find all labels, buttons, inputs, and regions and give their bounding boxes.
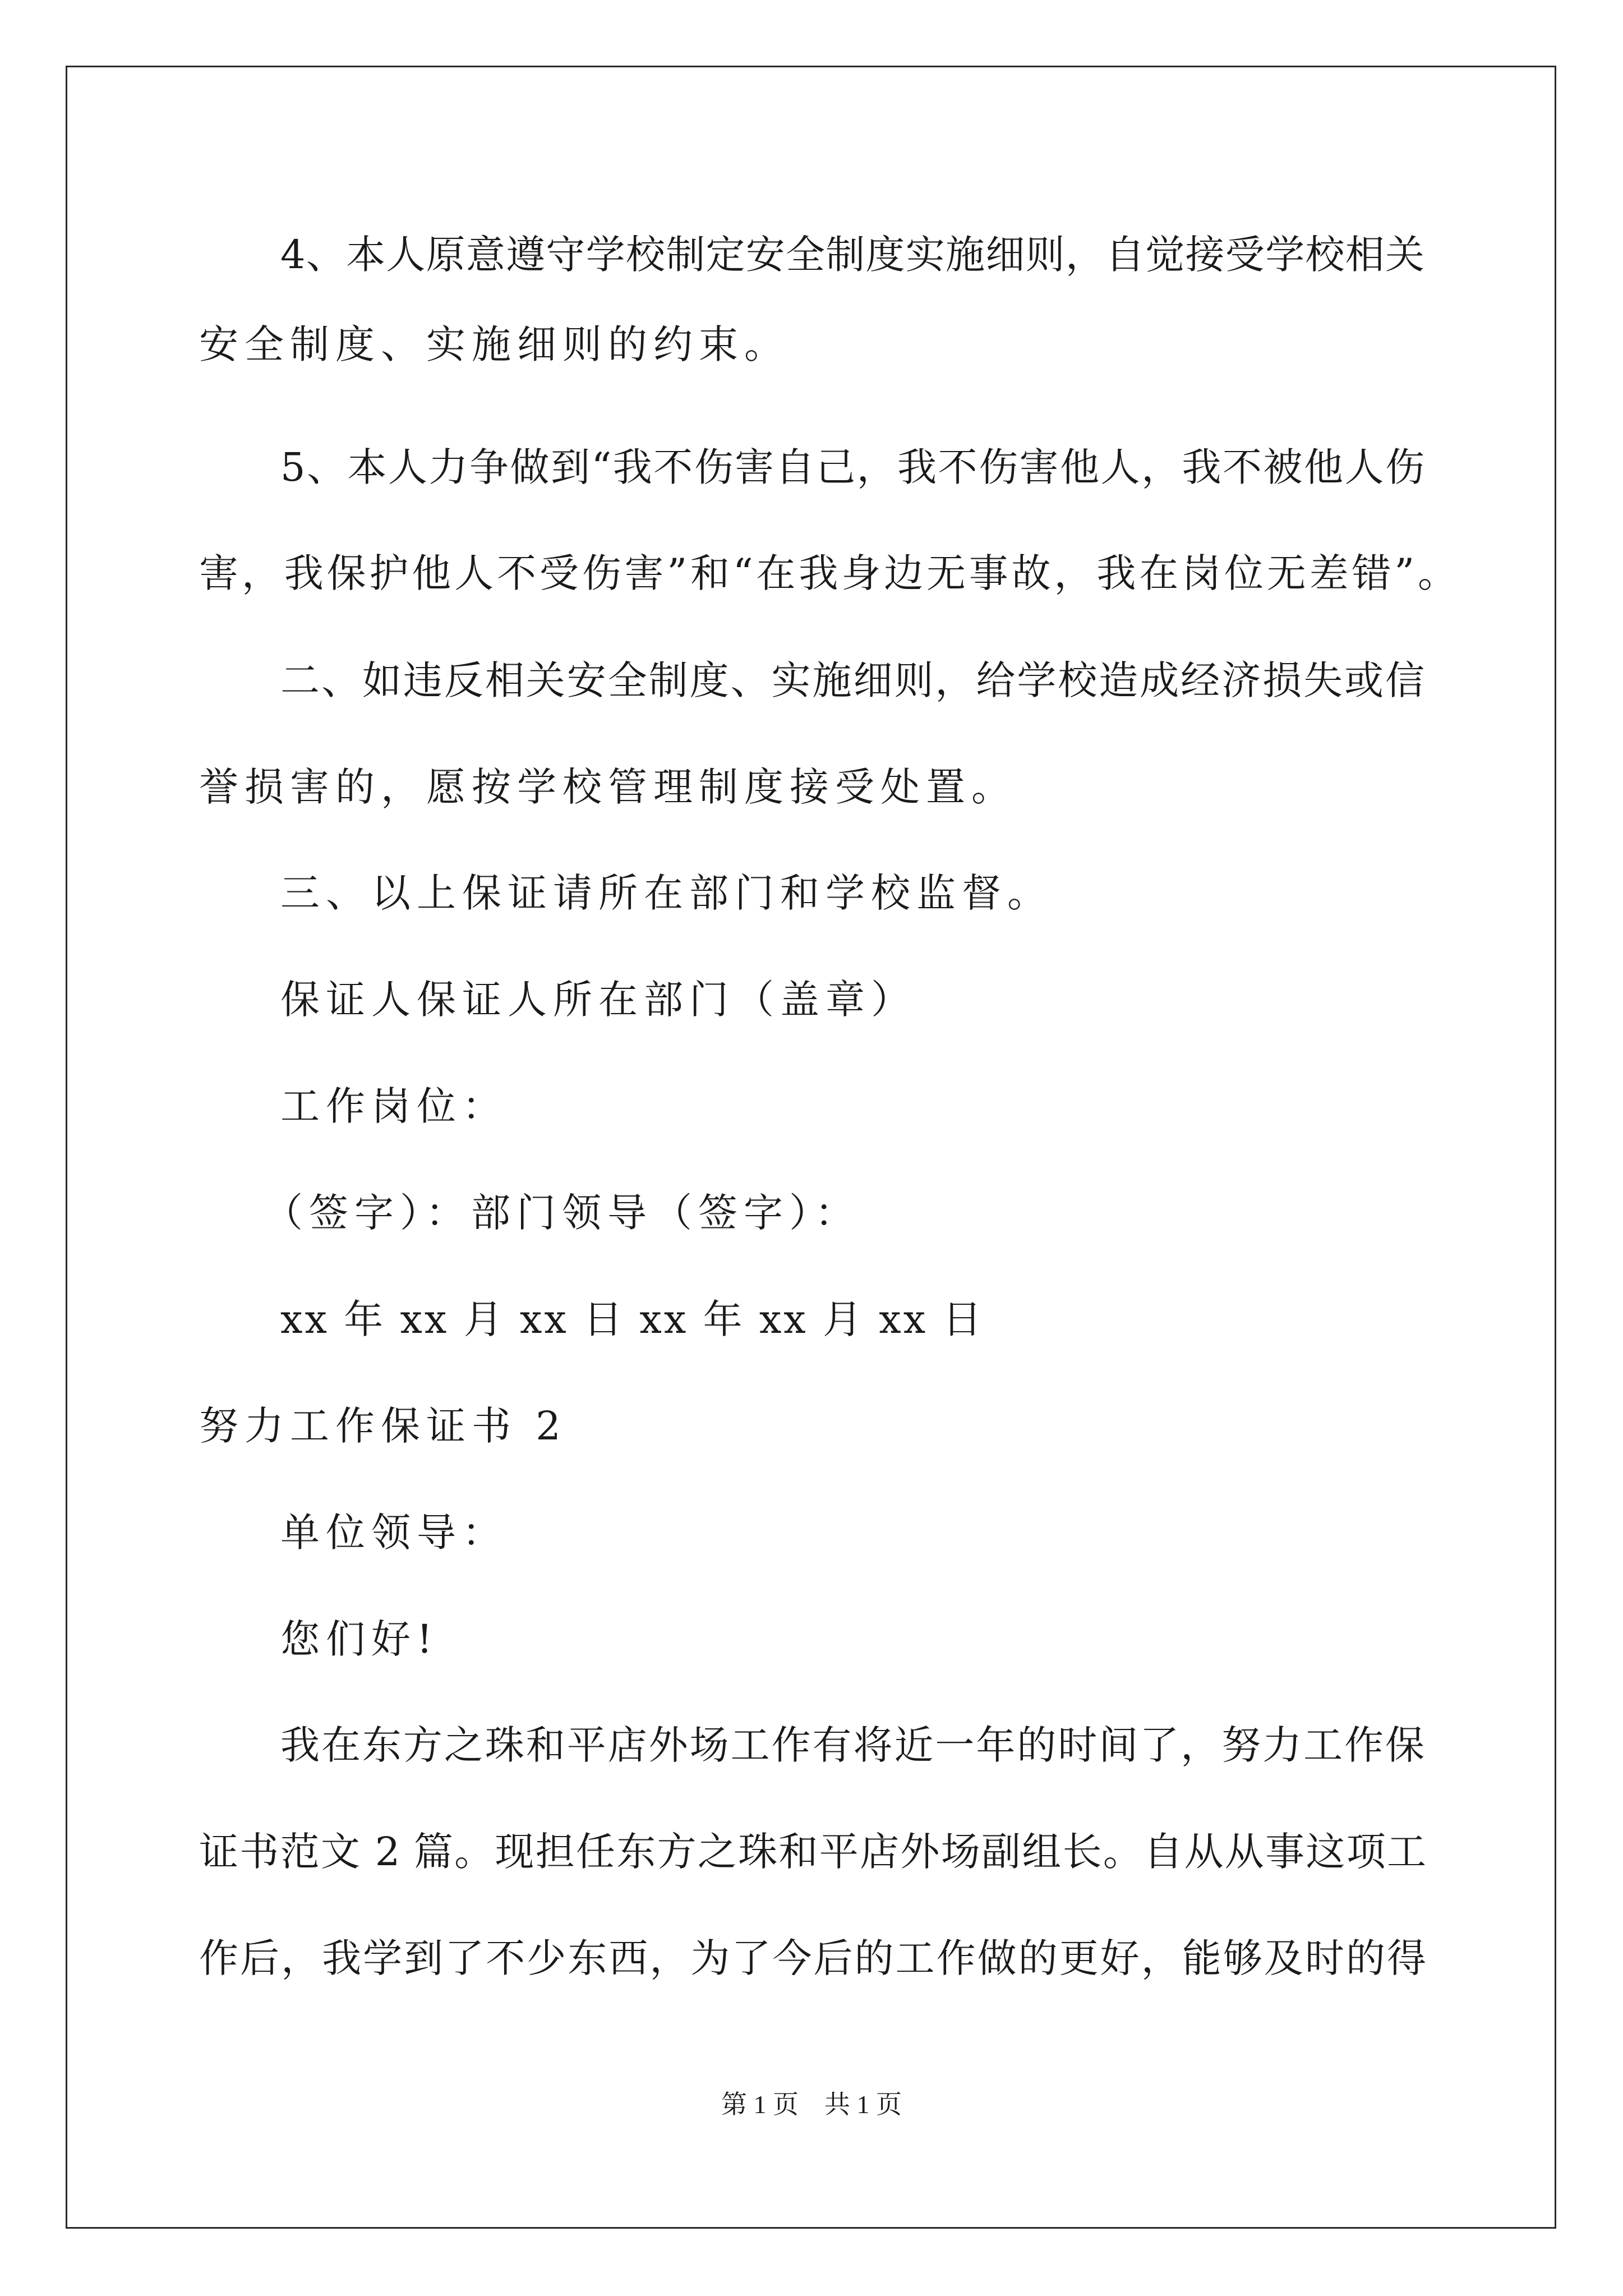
paragraph-3-line-2: 誉损害的，愿按学校管理制度接受处置。 <box>199 764 1017 810</box>
paragraph-1-line-1: 4、本人原意遵守学校制定安全制度实施细则，自觉接受学校相关 <box>280 232 1424 278</box>
paragraph-1-line-2: 安全制度、实施细则的约束。 <box>199 321 790 367</box>
letter-salutation: 单位领导： <box>280 1510 508 1556</box>
letter-body-line-3: 作后，我学到了不少东西，为了今后的工作做的更好，能够及时的得 <box>199 1935 1426 1981</box>
job-position-line: 工作岗位： <box>280 1083 508 1129</box>
page-border <box>66 66 1556 2229</box>
letter-body-line-2: 证书范文 2 篇。现担任东方之珠和平店外场副组长。自从从事这项工 <box>199 1829 1426 1875</box>
date-line: xx 年 xx 月 xx 日 xx 年 xx 月 xx 日 <box>280 1296 984 1342</box>
letter-body-line-1: 我在东方之珠和平店外场工作有将近一年的时间了，努力工作保 <box>280 1722 1424 1768</box>
paragraph-2-line-1: 5、本人力争做到“我不伤害自己，我不伤害他人，我不被他人伤 <box>280 444 1424 490</box>
guarantor-department-line: 保证人保证人所在部门（盖章） <box>280 977 916 1023</box>
letter-greeting: 您们好! <box>280 1616 439 1662</box>
section-title: 努力工作保证书 2 <box>199 1403 567 1449</box>
page-footer: 第 1 页 共 1 页 <box>721 2090 902 2119</box>
signature-line: （签字）：部门领导（签字）： <box>264 1190 860 1236</box>
paragraph-2-line-2: 害，我保护他人不受伤害”和“在我身边无事故，我在岗位无差错”。 <box>199 550 1457 596</box>
paragraph-3-line-1: 二、如违反相关安全制度、实施细则，给学校造成经济损失或信 <box>280 657 1424 703</box>
paragraph-4: 三、以上保证请所在部门和学校监督。 <box>280 870 1053 916</box>
